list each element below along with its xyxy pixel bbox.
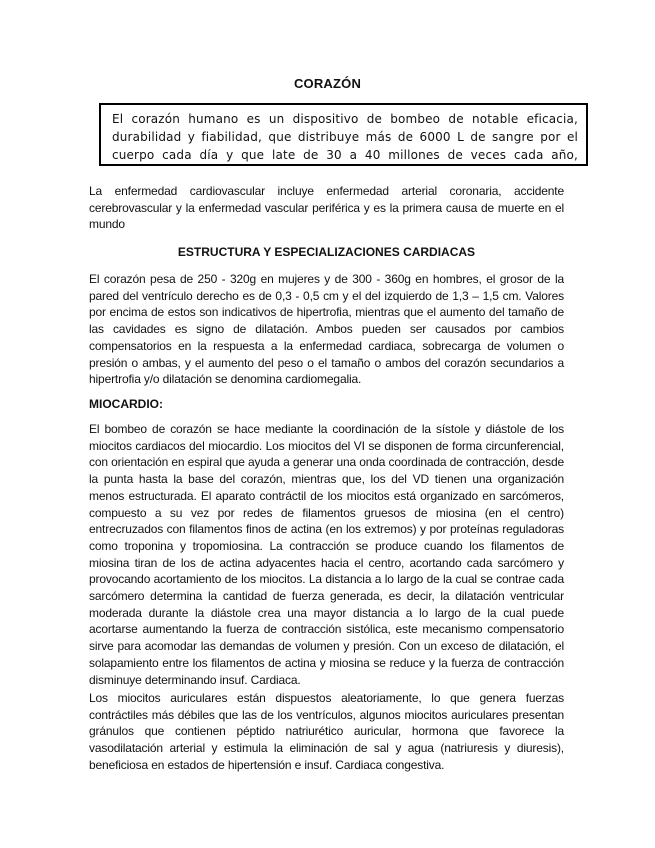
callout-box xyxy=(99,103,588,166)
page-title: CORAZÓN xyxy=(293,76,362,91)
callout-text: El corazón humano es un dispositivo de bombeo de notable eficacia, durabilidad y fiabilidad, que distribuye más de 6000 L de sangre por el cuerpo cada día y que late de 30 a 40 millones de veces cada año, xyxy=(112,112,578,162)
intro-paragraph: La enfermedad cardiovascular incluye enfermedad arterial coronaria, accidente cerebrovascular y la enfermedad vascular periférica y es la primera causa de muerte en el mundo xyxy=(89,184,564,232)
structure-paragraph: El corazón pesa de 250 - 320g en mujeres y de 300 - 360g en hombres, el grosor de la pared del ventrículo derecho es de 0,3 - 0,5 cm y el del izquierdo de 1,3 – 1,5 cm. Valores por encima de estos son indicativos de hipertrofia, mientras que el aumento del tamaño de las cavidades es signo de dilatación. Ambos pueden ser causados por cambios compensatorios en la respuesta a la enfermedad cardiaca, sobrecarga de volumen o presión o ambas, y el aumento del peso o el tamaño o ambos del corazón secundarios a hipertrofia y/o dilatación se denomina cardiomegalia. xyxy=(89,272,564,387)
myocardium-paragraph-1: El bombeo de corazón se hace mediante la coordinación de la sístole y diástole de los miocitos cardiacos del miocardio. Los miocitos del VI se disponen de forma circunferencial, con orientación en espiral que ayuda a generar una onda coordinada de contracción, desde la punta hasta la base del corazón, mientras que, los del VD tienen una organización menos estructurada. El aparato contráctil de los miocitos está organizado en sarcómeros, compuesto a su vez por redes de filamentos gruesos de miosina (en el centro) entrecruzados con filamentos finos de actina (en los extremos) y por proteínas reguladoras como troponina y tropomiosina. La contracción se produce cuando los filamentos de miosina tiran de los de actina adyacentes hacia el centro, acortando cada sarcómero y provocando acortamiento de los miocitos. La distancia a lo largo de la cual se contrae cada sarcómero determina la cantidad de fuerza generada, es decir, la dilatación ventricular moderada durante la diástole crea una mayor distancia a lo largo de la cual puede acortarse aumentando la fuerza de contracción sistólica, este mecanismo compensatorio sirve para acomodar las demandas de volumen y presión. Con un exceso de dilatación, el solapamiento entre los filamentos de actina y miosina se reduce y la fuerza de contracción disminuye determinando insuf. Cardiaca. xyxy=(89,422,564,687)
myocardium-paragraph-2: Los miocitos auriculares están dispuestos aleatoriamente, lo que genera fuerzas contráctiles más débiles que las de los ventrículos, algunos miocitos auriculares presentan gránulos que contienen péptido natriurético auricular, hormona que favorece la vasodilatación arterial y estimula la eliminación de sal y agua (natriuresis y diuresis), beneficiosa en estados de hipertensión e insuf. Cardiaca congestiva. xyxy=(89,691,564,772)
section-heading-myocardium: MIOCARDIO: xyxy=(89,397,163,411)
section-heading-structure: ESTRUCTURA Y ESPECIALIZACIONES CARDIACAS xyxy=(177,245,476,259)
